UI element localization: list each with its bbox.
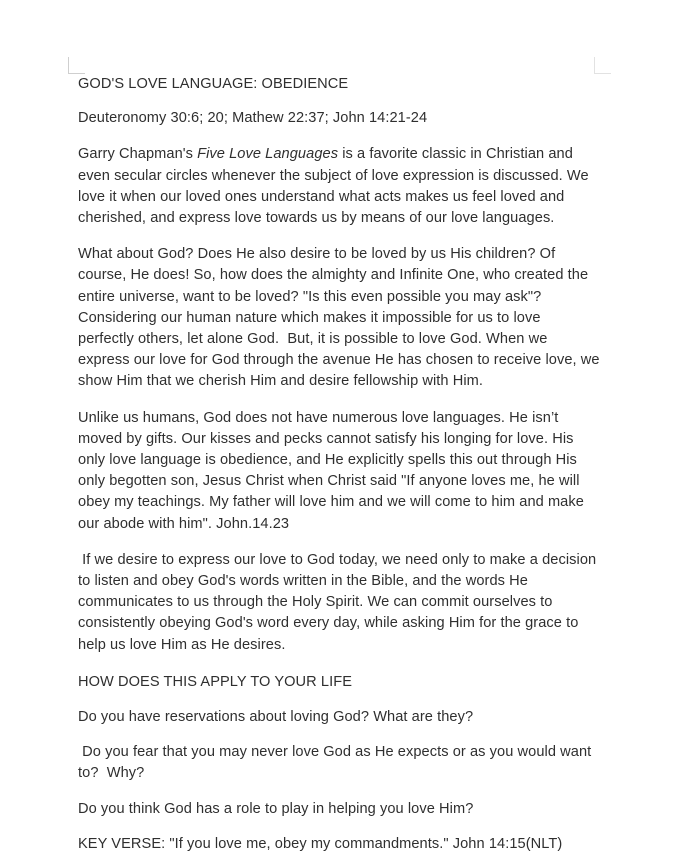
- book-title-italic: Five Love Languages: [197, 146, 339, 163]
- paragraph-1-text-before-italic: Garry Chapman's: [78, 146, 198, 163]
- body-paragraph-2: What about God? Does He also desire to be loved by us His children? Of course, He does! So, how does the almighty and Infinite One, who created the entire universe, want to be loved? "Is this even possible you may ask"? Considering our human nature which makes it impossible for us to love perfectly others, let alone God. But, it is possible to love God. When we express our love for God through the avenue He has chosen to receive love, we show Him that we cherish Him and desire fellowship with Him.: [78, 246, 604, 390]
- body-paragraph-4: If we desire to express our love to God today, we need only to make a decision to listen and obey God's words written in the Bible, and the words He communicates to us through the Holy Spirit. We can commit ourselves to consistently obeying God's word every day, while asking Him for the grace to help us love Him as He desires.: [78, 551, 601, 653]
- document-title: GOD'S LOVE LANGUAGE: OBEDIENCE: [78, 76, 349, 92]
- paragraph-1-text-after-italic: is a favorite classic in Christian and even secular circles whenever the subject of love expression is discussed. We love it when our loved ones understand what acts makes us feel loved and cherished, and express love towards us by means of our love languages.: [78, 146, 593, 227]
- reflection-question-1: Do you have reservations about loving God? What are they?: [78, 709, 474, 726]
- body-paragraph-3: Unlike us humans, God does not have numerous love languages. He isn’t moved by gifts. Our kisses and pecks cannot satisfy his longing for love. His only love language is obedience, and He explicitly spells this out through His only begotten son, Jesus Christ when Christ said "If anyone loves me, he will obey my teachings. My father will love him and we will come to him and make our abode with him". John.14.23: [78, 409, 589, 532]
- crop-mark-top-right-icon: [594, 57, 611, 74]
- reflection-question-2: Do you fear that you may never love God as He expects or as you would want to? Why?: [78, 744, 596, 782]
- application-section-heading: HOW DOES THIS APPLY TO YOUR LIFE: [78, 673, 353, 690]
- scripture-reference: Deuteronomy 30:6; 20; Mathew 22:37; John 14:21-24: [78, 110, 428, 127]
- key-verse: KEY VERSE: "If you love me, obey my commandments." John 14:15(NLT): [78, 835, 563, 852]
- reflection-question-3: Do you think God has a role to play in helping you love Him?: [78, 800, 474, 817]
- document-text-column: [78, 74, 604, 855]
- body-paragraph-1: [78, 144, 600, 229]
- crop-mark-top-left-icon: [68, 57, 85, 74]
